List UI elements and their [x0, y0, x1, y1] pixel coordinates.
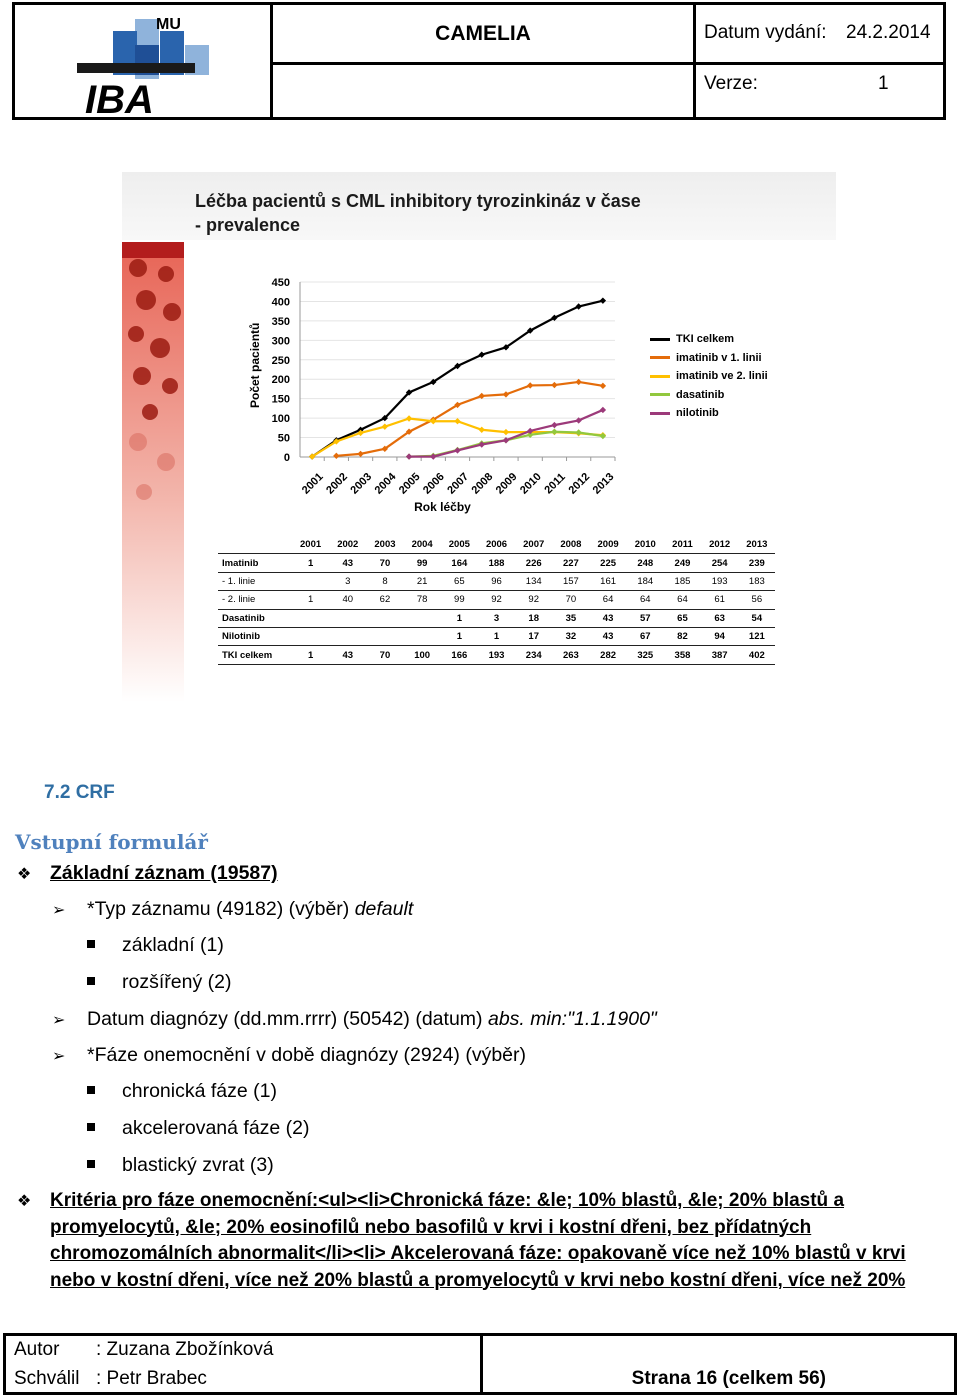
table-row: [218, 591, 775, 609]
version-label: Verze:: [704, 73, 758, 94]
table-header-row: [218, 536, 775, 554]
table-cell: 193: [478, 646, 515, 664]
x-tick-label: 2007: [445, 470, 472, 497]
table-cell: [292, 609, 329, 627]
table-cell: 1: [441, 627, 478, 645]
y-tick-label: 100: [271, 413, 290, 426]
square-bullet-icon: [87, 1086, 95, 1094]
data-point: [600, 297, 606, 303]
data-point: [503, 391, 509, 397]
x-tick-label: 2011: [542, 471, 568, 497]
x-tick-label: 2006: [421, 470, 447, 497]
square-bullet-icon: [87, 977, 95, 985]
author-value: : Zuzana Zbožínková: [96, 1339, 274, 1360]
table-cell: 1: [292, 554, 329, 572]
table-cell: 40: [329, 591, 366, 609]
table-cell: 43: [590, 627, 627, 645]
approved-value: : Petr Brabec: [96, 1368, 207, 1389]
table-row: [218, 627, 775, 645]
table-cell: 8: [366, 572, 403, 590]
table-cell: 56: [738, 591, 775, 609]
table-row: [218, 554, 775, 572]
y-tick-label: 300: [271, 335, 290, 348]
table-cell: [404, 627, 441, 645]
arrow-bullet-icon: ➢: [52, 900, 66, 919]
table-row-label: Nilotinib: [218, 627, 292, 645]
table-cell: 185: [664, 572, 701, 590]
table-cell: 99: [441, 591, 478, 609]
legend-item: [650, 367, 768, 386]
table-cell: 18: [515, 609, 552, 627]
line-chart: [0, 0, 960, 530]
table-cell: 1: [478, 627, 515, 645]
chart-title: Léčba pacientů s CML inhibitory tyrozinkináz v čase - prevalence: [195, 191, 641, 235]
table-cell: 21: [404, 572, 441, 590]
table-column-header: 2010: [627, 536, 664, 554]
table-cell: 134: [515, 572, 552, 590]
table-cell: 164: [441, 554, 478, 572]
field-record-type: *Typ záznamu (49182) (výběr) default: [87, 898, 414, 920]
data-point: [503, 429, 509, 435]
table-cell: 239: [738, 554, 775, 572]
legend-item: [650, 386, 768, 405]
table-cell: 249: [664, 554, 701, 572]
table-cell: 402: [738, 646, 775, 664]
option-accelerated: akcelerovaná fáze (2): [122, 1117, 310, 1139]
y-tick-label: 250: [271, 354, 290, 367]
approved-label: Schválil: [14, 1368, 80, 1389]
table-cell: 248: [627, 554, 664, 572]
table-cell: 64: [664, 591, 701, 609]
table-cell: 70: [366, 646, 403, 664]
version-value: 1: [878, 73, 889, 94]
document-title: CAMELIA: [273, 5, 696, 65]
data-point: [551, 382, 557, 388]
table-column-header: 2007: [515, 536, 552, 554]
chart-y-axis-label: Počet pacientů: [248, 322, 262, 408]
table-cell: 82: [664, 627, 701, 645]
legend-swatch: [650, 412, 670, 415]
table-cell: 32: [552, 627, 589, 645]
form-title: Vstupní formulář: [15, 830, 208, 854]
table-cell: 64: [627, 591, 664, 609]
table-cell: 358: [664, 646, 701, 664]
y-tick-label: 0: [283, 452, 290, 464]
legend-item: [650, 349, 768, 368]
table-cell: [329, 627, 366, 645]
data-point: [333, 453, 339, 459]
field-diagnosis-date: Datum diagnózy (dd.mm.rrrr) (50542) (datum) abs. min:"1.1.1900": [87, 1008, 657, 1030]
table-cell: 54: [738, 609, 775, 627]
section-heading: 7.2 CRF: [44, 782, 115, 803]
y-tick-label: 200: [271, 374, 290, 387]
diamond-bullet-icon: ❖: [17, 864, 32, 883]
legend-item: [650, 404, 768, 423]
y-tick-label: 450: [271, 277, 290, 289]
logo-mu-text: MU: [156, 16, 181, 33]
table-cell: 121: [738, 627, 775, 645]
table-cell: 62: [366, 591, 403, 609]
series-line: [336, 382, 603, 456]
table-cell: 254: [701, 554, 738, 572]
legend-label: imatinib ve 2. linii: [676, 370, 768, 383]
y-tick-label: 150: [271, 393, 290, 406]
data-point: [406, 453, 412, 459]
series-line: [409, 432, 603, 457]
option-chronic: chronická fáze (1): [122, 1080, 277, 1102]
table-column-header: 2008: [552, 536, 589, 554]
table-cell: 70: [552, 591, 589, 609]
legend-label: TKI celkem: [676, 333, 735, 346]
data-point: [527, 382, 533, 388]
data-point: [600, 383, 606, 389]
table-cell: 282: [590, 646, 627, 664]
table-cell: 263: [552, 646, 589, 664]
x-tick-label: 2002: [324, 470, 350, 497]
option-basic: základní (1): [122, 934, 224, 956]
table-cell: 183: [738, 572, 775, 590]
table-column-header: 2004: [404, 536, 441, 554]
table-cell: 64: [590, 591, 627, 609]
table-cell: 3: [329, 572, 366, 590]
table-cell: 65: [664, 609, 701, 627]
table-cell: [292, 627, 329, 645]
table-cell: 166: [441, 646, 478, 664]
x-axis-label: Rok léčby: [414, 500, 471, 514]
table-column-header: 2001: [292, 536, 329, 554]
table-row-label: Dasatinib: [218, 609, 292, 627]
data-point: [357, 451, 363, 457]
table-cell: 99: [404, 554, 441, 572]
table-cell: 188: [478, 554, 515, 572]
table-row-label: - 2. linie: [218, 591, 292, 609]
table-cell: 161: [590, 572, 627, 590]
criteria-text: Kritéria pro fáze onemocnění:<ul><li>Chronická fáze: &le; 10% blastů, &le; 20% blastů a promyelocytů, &le; 20% eosinofilů nebo basofilů v krvi i kostní dřeni, bez přídatných chromozomálních abnormalit</li><li> Akcelerovaná fáze: opakovaně více než 10% blastů v krvi nebo v kostní dřeni, více než 20% blastů a promyelocytů v krvi nebo kostní dřeni, více než 20%: [50, 1190, 906, 1291]
table-cell: [366, 627, 403, 645]
table-cell: 227: [552, 554, 589, 572]
chart-data-table: [218, 536, 775, 665]
data-point: [406, 415, 412, 421]
y-tick-label: 400: [271, 296, 290, 309]
table-cell: 43: [590, 609, 627, 627]
table-cell: 100: [404, 646, 441, 664]
table-row: [218, 609, 775, 627]
x-tick-label: 2010: [518, 470, 544, 497]
table-cell: 67: [627, 627, 664, 645]
x-tick-label: 2005: [396, 470, 423, 497]
table-cell: [292, 572, 329, 590]
table-column-header: 2002: [329, 536, 366, 554]
table-column-header: 2003: [366, 536, 403, 554]
table-cell: 234: [515, 646, 552, 664]
data-point: [600, 407, 606, 413]
table-column-header: 2009: [590, 536, 627, 554]
table-row: [218, 646, 775, 664]
square-bullet-icon: [87, 1123, 95, 1131]
x-tick-label: 2013: [590, 470, 617, 497]
table-column-header: 2006: [478, 536, 515, 554]
legend-label: nilotinib: [676, 407, 719, 420]
field-disease-phase: *Fáze onemocnění v době diagnózy (2924) (výběr): [87, 1044, 526, 1066]
table-cell: [404, 609, 441, 627]
logo-iba-text: IBA: [85, 78, 154, 117]
x-tick-label: 2012: [566, 470, 593, 497]
legend-item: [650, 330, 768, 349]
option-blast-crisis: blastický zvrat (3): [122, 1154, 274, 1176]
x-tick-label: 2004: [372, 470, 399, 497]
table-column-header: 2013: [738, 536, 775, 554]
table-cell: 63: [701, 609, 738, 627]
y-tick-label: 350: [271, 315, 290, 328]
table-cell: 3: [478, 609, 515, 627]
table-cell: 43: [329, 646, 366, 664]
table-cell: [329, 609, 366, 627]
data-point: [551, 429, 557, 435]
table-cell: 1: [441, 609, 478, 627]
data-point: [600, 433, 606, 439]
x-tick-label: 2001: [299, 470, 326, 497]
table-cell: 157: [552, 572, 589, 590]
table-cell: 17: [515, 627, 552, 645]
legend-label: dasatinib: [676, 388, 725, 401]
legend-swatch: [650, 393, 670, 396]
author-label: Autor: [14, 1339, 60, 1360]
arrow-bullet-icon: ➢: [52, 1010, 66, 1029]
table-cell: 92: [478, 591, 515, 609]
table-cell: 70: [366, 554, 403, 572]
arrow-bullet-icon: ➢: [52, 1046, 66, 1065]
table-cell: 226: [515, 554, 552, 572]
table-row-label: Imatinib: [218, 554, 292, 572]
data-point: [382, 423, 388, 429]
data-point: [479, 427, 485, 433]
data-point: [454, 447, 460, 453]
data-point: [551, 422, 557, 428]
issue-date-label: Datum vydání:: [704, 22, 827, 43]
page-number: Strana 16 (celkem 56): [631, 1368, 826, 1389]
chart-legend: [650, 330, 768, 423]
table-cell: 1: [292, 646, 329, 664]
square-bullet-icon: [87, 1160, 95, 1168]
record-heading: Základní záznam (19587): [50, 862, 278, 884]
table-cell: 61: [701, 591, 738, 609]
table-row-label: TKI celkem: [218, 646, 292, 664]
table-cell: 78: [404, 591, 441, 609]
table-cell: [366, 609, 403, 627]
data-point: [454, 418, 460, 424]
x-tick-label: 2008: [469, 470, 496, 497]
table-cell: 325: [627, 646, 664, 664]
table-cell: 96: [478, 572, 515, 590]
data-point: [575, 429, 581, 435]
table-column-header: 2012: [701, 536, 738, 554]
x-tick-label: 2009: [493, 470, 520, 497]
x-tick-label: 2003: [348, 470, 375, 497]
table-cell: 184: [627, 572, 664, 590]
legend-label: imatinib v 1. linii: [676, 351, 762, 364]
table-column-header: 2011: [664, 536, 701, 554]
diamond-bullet-icon: ❖: [17, 1191, 32, 1210]
legend-swatch: [650, 356, 670, 359]
table-cell: 57: [627, 609, 664, 627]
table-cell: 387: [701, 646, 738, 664]
legend-swatch: [650, 375, 670, 378]
table-cell: 65: [441, 572, 478, 590]
document-footer: [3, 1333, 957, 1395]
table-cell: 193: [701, 572, 738, 590]
table-row-label: - 1. linie: [218, 572, 292, 590]
table-column-header: 2005: [441, 536, 478, 554]
issue-date-value: 24.2.2014: [846, 22, 931, 43]
y-tick-label: 50: [277, 432, 290, 445]
table-cell: 92: [515, 591, 552, 609]
table-cell: 43: [329, 554, 366, 572]
table-row: [218, 572, 775, 590]
option-extended: rozšířený (2): [122, 971, 232, 993]
table-cell: 94: [701, 627, 738, 645]
square-bullet-icon: [87, 940, 95, 948]
table-cell: 225: [590, 554, 627, 572]
table-cell: 1: [292, 591, 329, 609]
table-cell: 35: [552, 609, 589, 627]
legend-swatch: [650, 338, 670, 341]
